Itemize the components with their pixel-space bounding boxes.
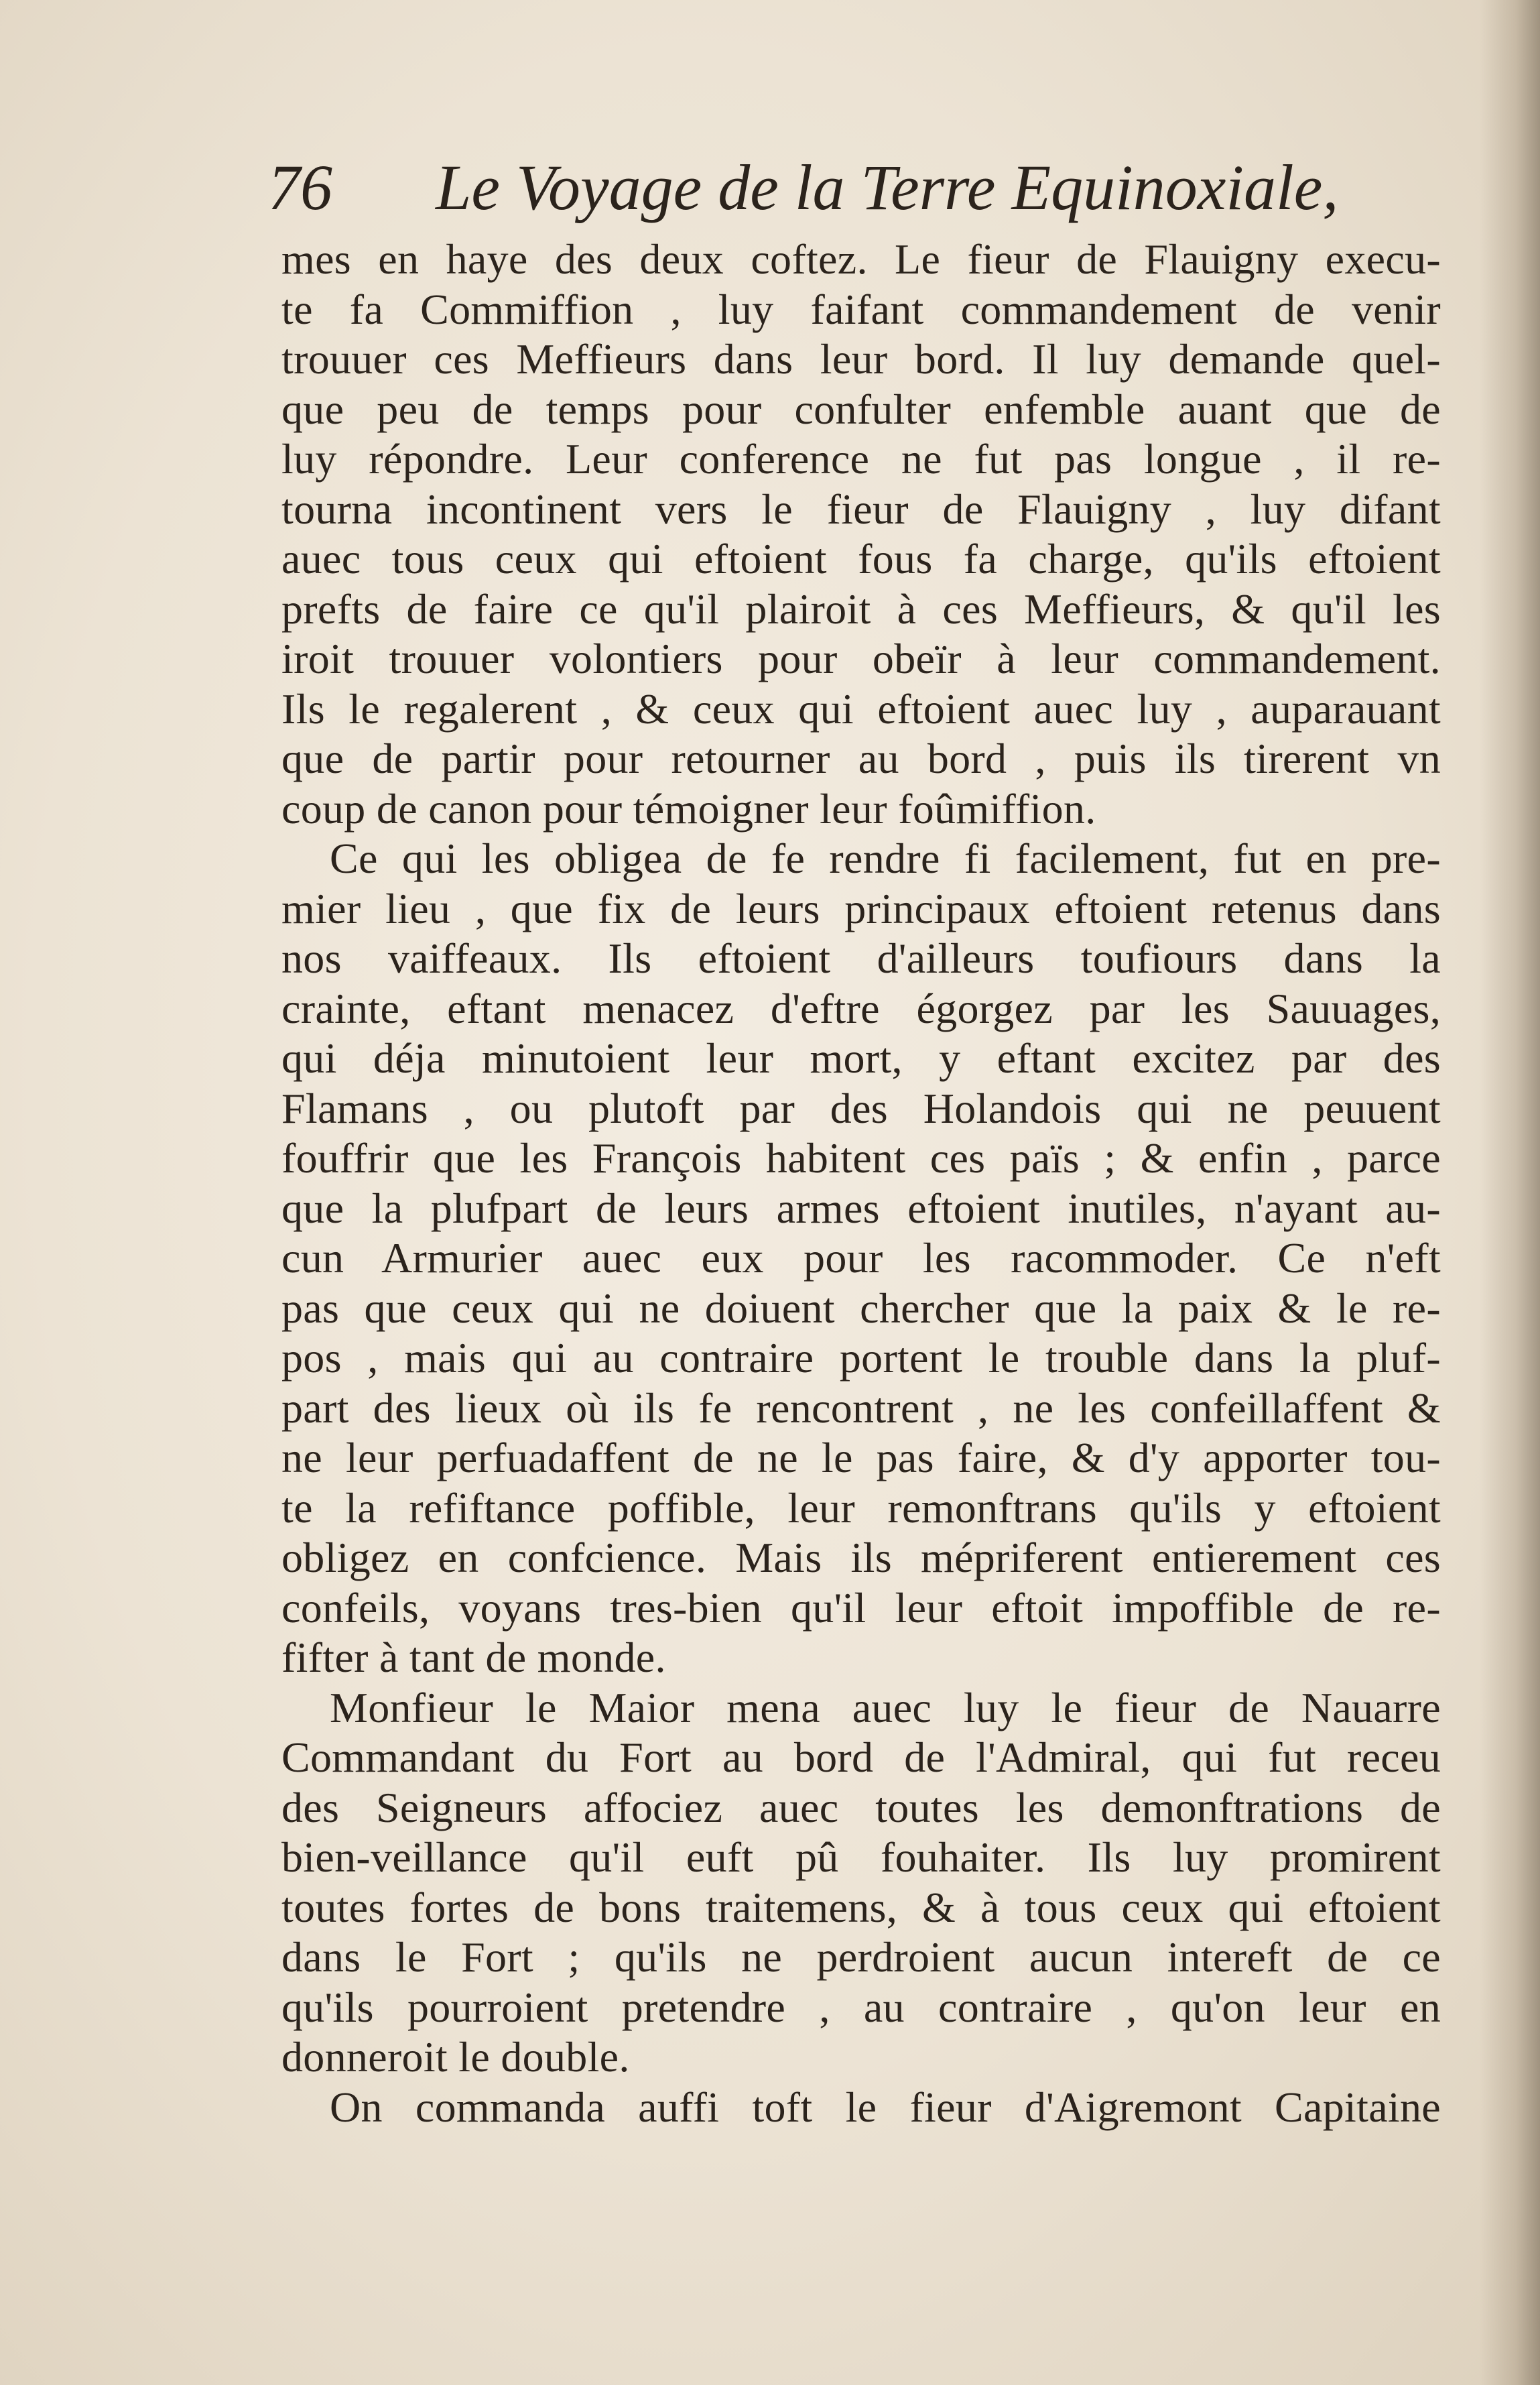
text-line: bien-veillance qu'il euft pû fouhaiter. Ils luy promirent [281, 1833, 1441, 1881]
text-line: luy répondre. Leur conference ne fut pas longue , il re- [281, 435, 1441, 483]
text-line: des Seigneurs affociez auec toutes les demonftrations de [281, 1783, 1441, 1831]
text-line: part des lieux où ils fe rencontrent , ne les confeillaffent & [281, 1384, 1441, 1432]
text-line: mier lieu , que fix de leurs principaux eftoient retenus dans [281, 884, 1441, 932]
text-line: te la refiftance poffible, leur remonftrans qu'ils y eftoient [281, 1483, 1441, 1532]
text-line: te fa Commiffion , luy faifant commandement de venir [281, 285, 1441, 333]
text-line: obligez en confcience. Mais ils mépriferent entierement ces [281, 1534, 1441, 1581]
body-text [281, 235, 1441, 2132]
text-line: que la plufpart de leurs armes eftoient inutiles, n'ayant au- [281, 1184, 1441, 1232]
text-line: On commanda auffi toft le fieur d'Aigremont Capitaine [330, 2083, 1441, 2131]
text-line: fifter à tant de monde. [281, 1634, 666, 1681]
text-line: toutes fortes de bons traitemens, & à tous ceux qui eftoient [281, 1883, 1441, 1931]
text-line: Commandant du Fort au bord de l'Admiral, qui fut receu [281, 1733, 1441, 1781]
text-line: auec tous ceux qui eftoient fous fa charge, qu'ils eftoient [281, 535, 1441, 583]
text-line: Ils le regalerent , & ceux qui eftoient auec luy , auparauant [281, 684, 1441, 733]
text-line: prefts de faire ce qu'il plairoit à ces Meffieurs, & qu'il les [281, 585, 1441, 633]
text-line: Monfieur le Maior mena auec luy le fieur de Nauarre [330, 1683, 1441, 1731]
page-number: 76 [268, 151, 332, 223]
text-line: dans le Fort ; qu'ils ne perdroient aucun intereft de ce [281, 1933, 1441, 1981]
text-line: cun Armurier auec eux pour les racommoder. Ce n'eft [281, 1234, 1441, 1282]
page-header [268, 151, 1339, 225]
text-line: crainte, eftant menacez d'eftre égorgez par les Sauuages, [281, 984, 1441, 1032]
text-line: Flamans , ou plutoft par des Holandois qui ne peuuent [281, 1084, 1441, 1132]
text-line: ne leur perfuadaffent de ne le pas faire, & d'y apporter tou- [281, 1434, 1441, 1481]
text-line: pos , mais qui au contraire portent le trouble dans la pluf- [281, 1334, 1441, 1382]
text-line: iroit trouuer volontiers pour obeïr à leur commandement. [281, 635, 1441, 682]
text-line: que peu de temps pour confulter enfemble auant que de [281, 385, 1441, 433]
text-line: confeils, voyans tres-bien qu'il leur eftoit impoffible de re- [281, 1583, 1441, 1632]
running-title: Le Voyage de la Terre Equinoxiale, [436, 151, 1339, 223]
text-line: mes en haye des deux coftez. Le fieur de Flauigny execu- [281, 235, 1441, 283]
text-line: nos vaiffeaux. Ils eftoient d'ailleurs toufiours dans la [281, 934, 1441, 982]
text-line: qui déja minutoient leur mort, y eftant excitez par des [281, 1034, 1441, 1082]
text-line: qu'ils pourroient pretendre , au contraire , qu'on leur en [281, 1983, 1441, 2031]
text-line: pas que ceux qui ne doiuent chercher que la paix & le re- [281, 1284, 1441, 1332]
page-gutter-shadow [1480, 0, 1540, 2385]
text-line: trouuer ces Meffieurs dans leur bord. Il luy demande quel- [281, 335, 1441, 383]
text-line: tourna incontinent vers le fieur de Flauigny , luy difant [281, 485, 1441, 533]
text-line: que de partir pour retourner au bord , puis ils tirerent vn [281, 735, 1441, 782]
text-line: Ce qui les obligea de fe rendre fi facilement, fut en pre- [330, 835, 1441, 882]
text-line: coup de canon pour témoigner leur foûmiffion. [281, 784, 1096, 833]
text-line: donneroit le double. [281, 2033, 630, 2081]
text-line: fouffrir que les François habitent ces païs ; & enfin , parce [281, 1134, 1441, 1182]
